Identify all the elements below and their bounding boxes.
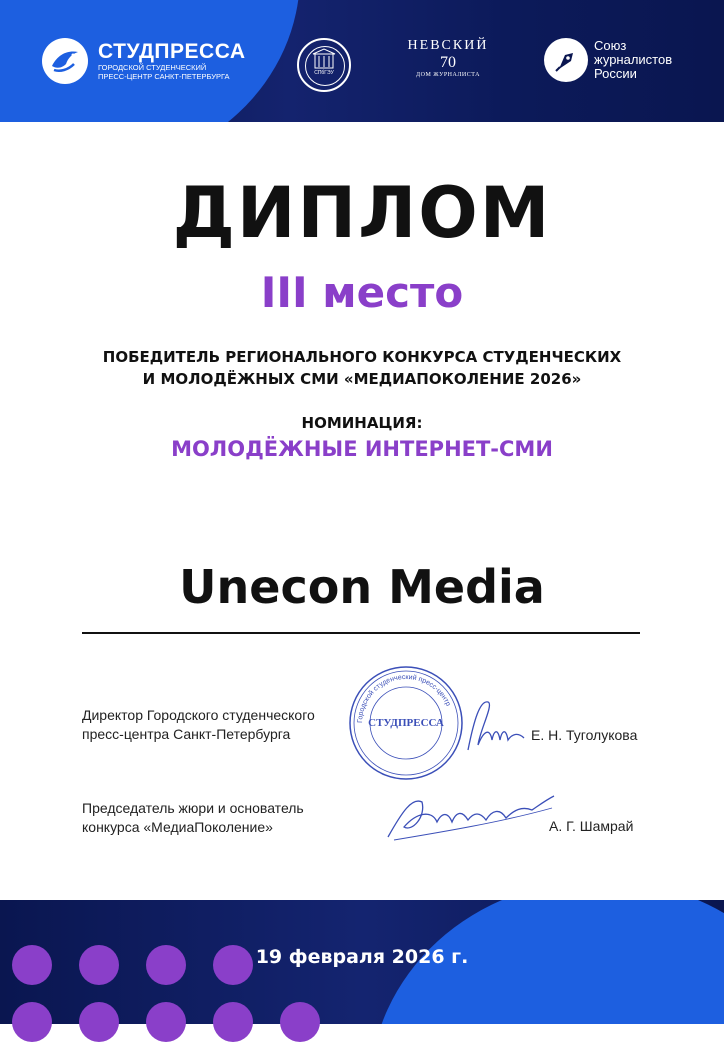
director-signature [460,690,530,764]
union-line1: Союз [594,38,627,53]
union-line2: журналистов [594,52,673,67]
jury-signature [382,782,562,856]
studpressa-logo [42,38,246,84]
stamp-center-text: СТУДПРЕССА [368,717,444,729]
studpressa-name: СТУДПРЕССА [98,40,246,63]
nevsky-logo [402,38,494,78]
decor-dot [12,1002,52,1042]
union-line3: России [594,66,637,81]
signature-name-director: Е. Н. Туголукова [531,727,638,743]
director-role-line1: Директор Городского студенческого [82,707,315,723]
diploma-title: ДИПЛОМ [172,172,552,254]
journalists-union-logo [544,38,672,82]
stamp-seal [347,664,465,782]
nevsky-line2: 70 [440,54,456,71]
winner-line1: ПОБЕДИТЕЛЬ РЕГИОНАЛЬНОГО КОНКУРСА СТУДЕНЧЕСКИХ [102,348,622,366]
jury-role-line2: конкурса «МедиаПоколение» [82,819,273,835]
diploma-date: 19 февраля 2026 г. [255,946,469,968]
recipient-underline [82,632,640,634]
decor-dot [280,1002,320,1042]
signature-name-jury: А. Г. Шамрай [549,818,634,834]
decor-dot [146,1002,186,1042]
decor-dot [213,1002,253,1042]
place-label: III место [260,268,464,317]
winner-line2: И МОЛОДЁЖНЫХ СМИ «МЕДИАПОКОЛЕНИЕ 2026» [142,370,582,388]
recipient-name: Unecon Media [179,560,545,614]
winner-text [60,346,664,390]
bird-icon [42,38,88,84]
nevsky-line1: НЕВСКИЙ [407,38,489,53]
nevsky-line3: ДОМ ЖУРНАЛИСТА [416,72,480,78]
university-emblem-icon [297,38,351,92]
header-banner [0,0,724,122]
jury-role-line1: Председатель жюри и основатель [82,800,304,816]
nomination-value: МОЛОДЁЖНЫЕ ИНТЕРНЕТ-СМИ [171,437,553,461]
pen-nib-icon [544,38,588,82]
decor-dot [79,1002,119,1042]
studpressa-sub-1: ГОРОДСКОЙ СТУДЕНЧЕСКИЙ [98,63,207,72]
signature-role-jury [82,799,304,837]
emblem-label: СПбГЭУ [314,70,334,76]
studpressa-sub-2: ПРЕСС-ЦЕНТР САНКТ-ПЕТЕРБУРГА [98,72,230,81]
nomination-label: НОМИНАЦИЯ: [301,414,423,432]
director-role-line2: пресс-центра Санкт-Петербурга [82,726,291,742]
stamp-ring-text: Городской студенческий пресс-центр [356,673,452,724]
signature-role-director [82,706,315,744]
